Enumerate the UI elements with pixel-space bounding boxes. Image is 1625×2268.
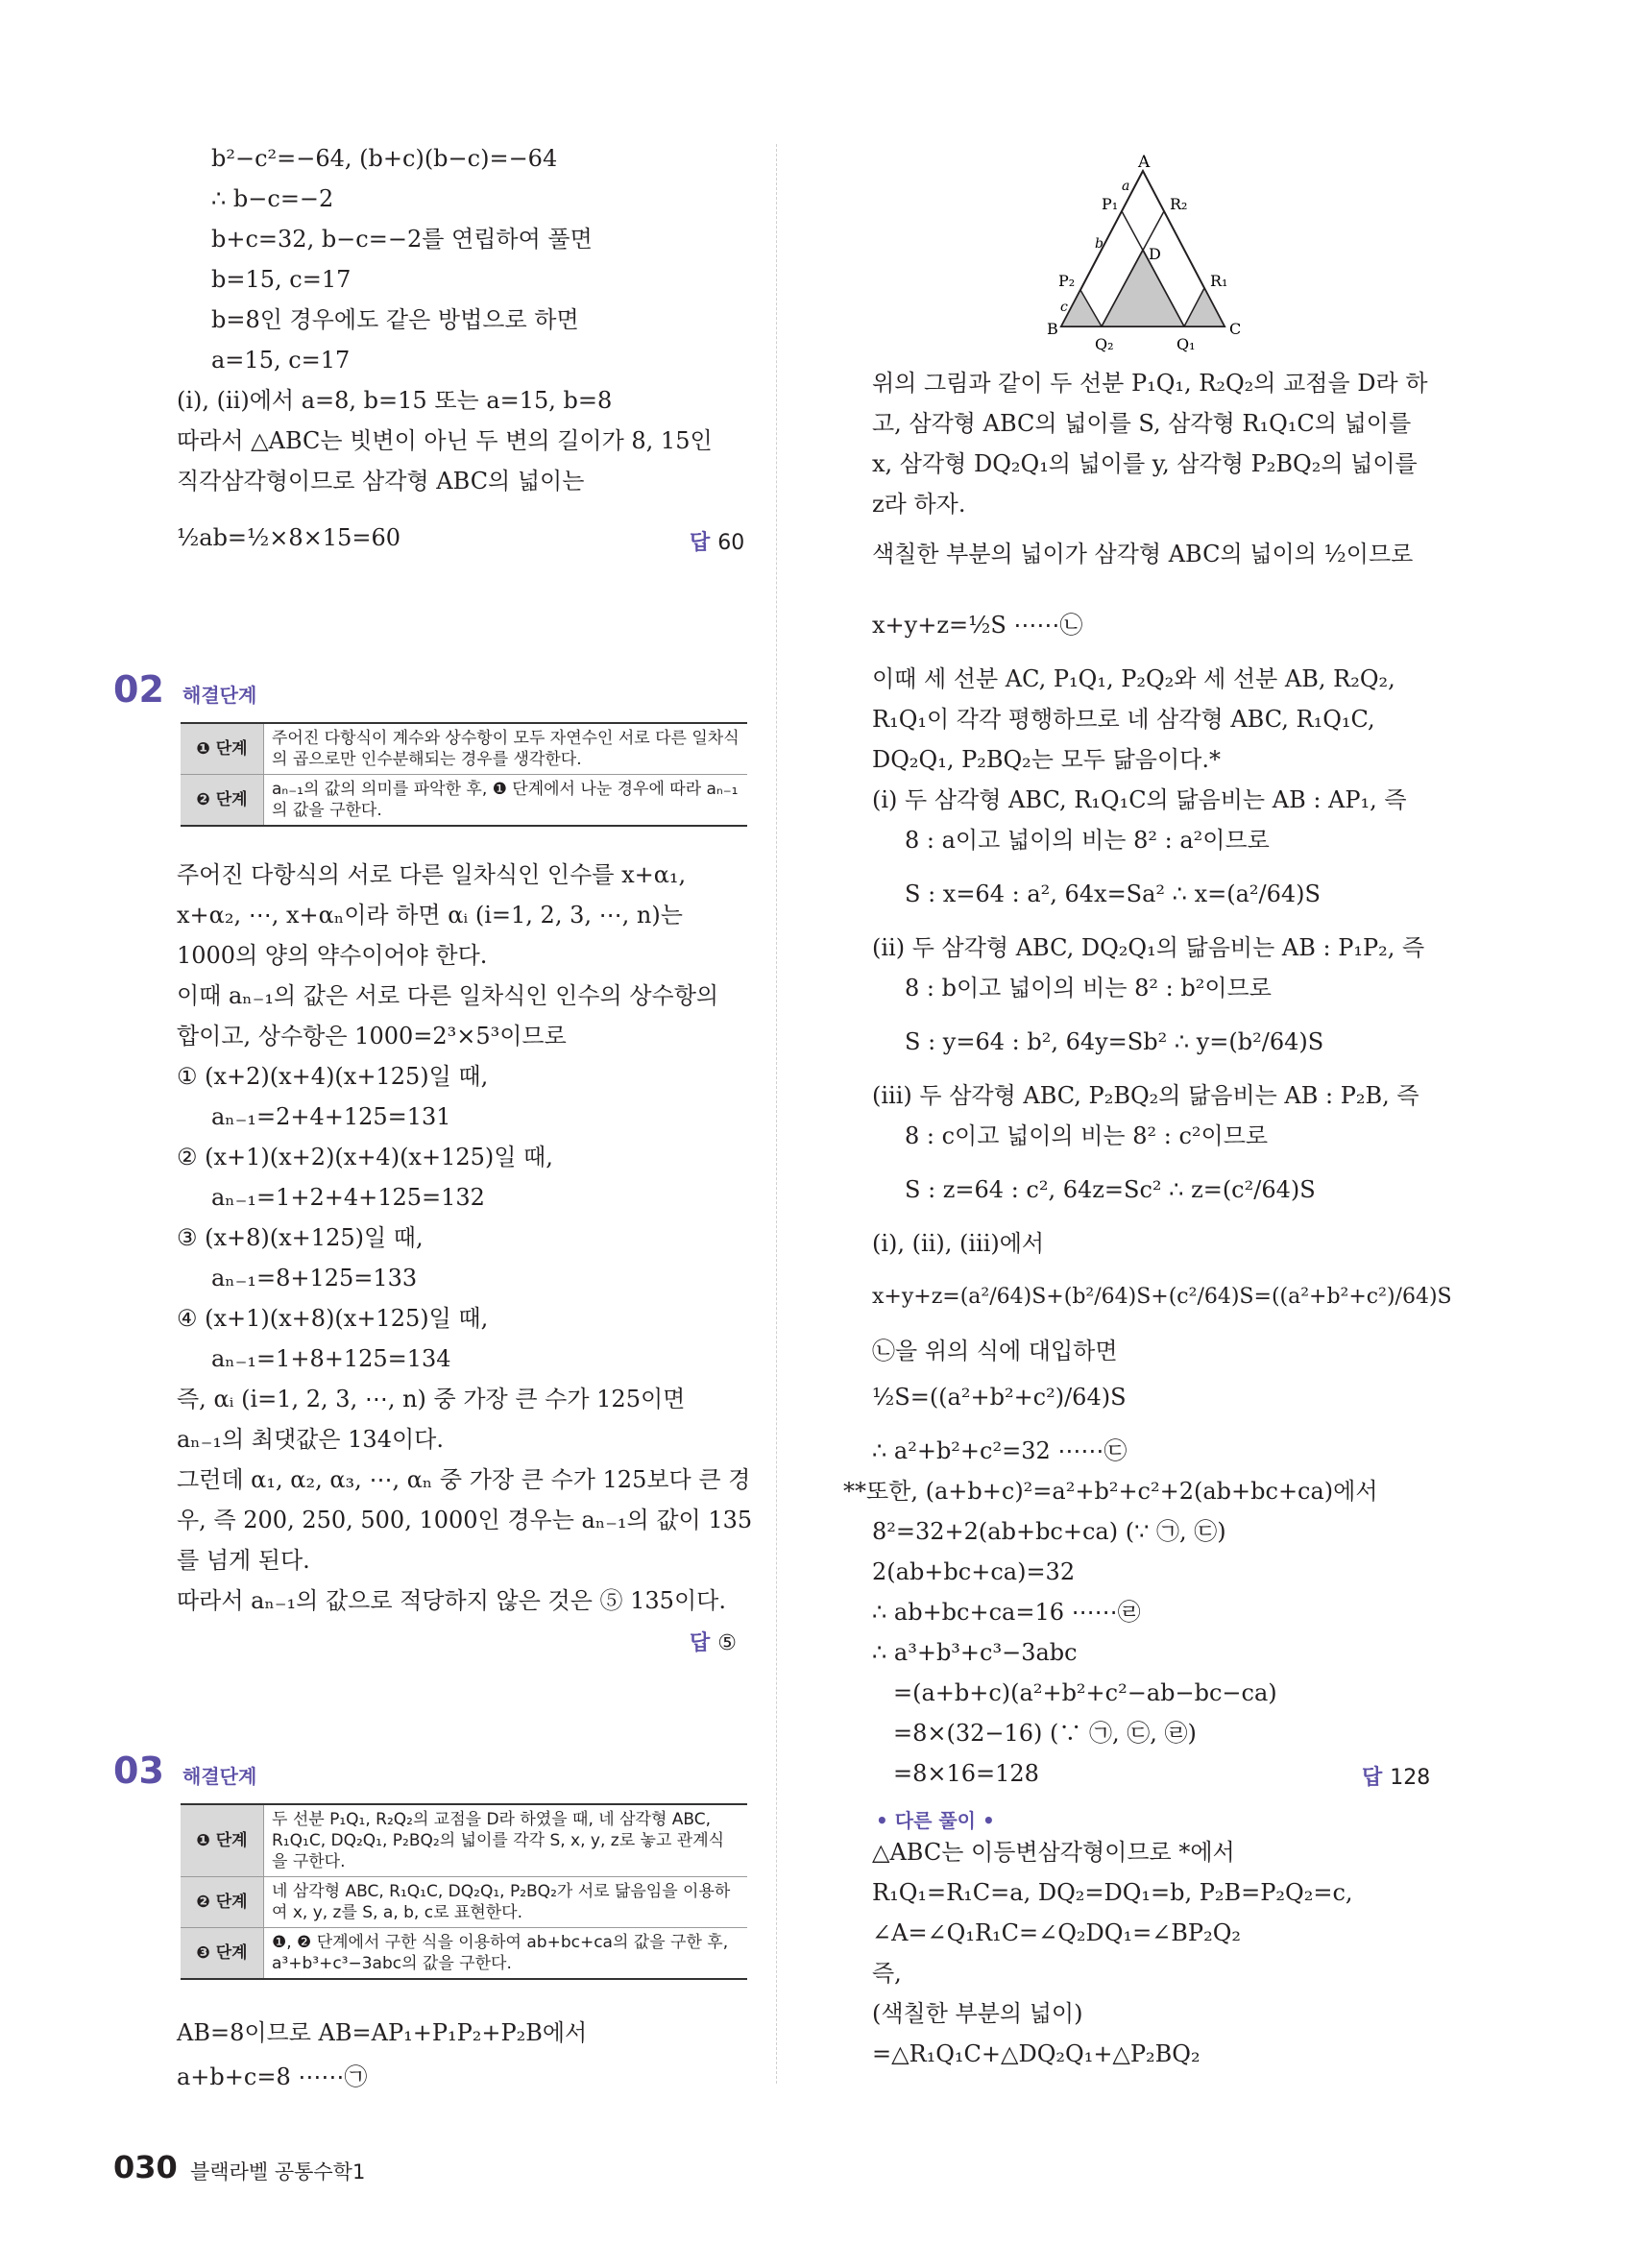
book-title: 블랙라벨 공통수학1 bbox=[190, 2160, 366, 2184]
text-line: 즉, αᵢ (i=1, 2, 3, ⋯, n) 중 가장 큰 수가 125이면 bbox=[177, 1386, 686, 1412]
text-line: 즉, bbox=[872, 1960, 902, 1987]
section-number: 03 bbox=[113, 1749, 164, 1792]
text-line: (ⅰ) 두 삼각형 ABC, R₁Q₁C의 닮음비는 AB : AP₁, 즉 bbox=[872, 786, 1407, 813]
text-line: 이때 aₙ₋₁의 값은 서로 다른 일차식인 인수의 상수항의 bbox=[177, 982, 719, 1009]
figure-label: B bbox=[1047, 320, 1058, 338]
text-line: b²−c²=−64, (b+c)(b−c)=−64 bbox=[211, 145, 558, 172]
steps-table bbox=[181, 1803, 747, 1980]
answer-value: ⑤ bbox=[717, 1631, 737, 1655]
section-label: 해결단계 bbox=[182, 1765, 257, 1788]
step-text: 두 선분 P₁Q₁, R₂Q₂의 교점을 D라 하였을 때, 네 삼각형 ABC, R₁Q₁C, DQ₂Q₁, P₂BQ₂의 넓이를 각각 S, x, y, z로 놓고 관계식을 구한다. bbox=[264, 1804, 748, 1877]
text-line: 따라서 △ABC는 빗변이 아닌 두 변의 길이가 8, 15인 bbox=[177, 427, 713, 454]
step-row bbox=[181, 723, 747, 775]
text-line: ∴ b−c=−2 bbox=[211, 185, 334, 212]
step-row bbox=[181, 775, 747, 827]
answer-value: 60 bbox=[717, 531, 745, 555]
step-stage: ❶ 단계 bbox=[181, 723, 264, 775]
text-line: 8 : a이고 넓이의 비는 8² : a²이므로 bbox=[905, 827, 1270, 854]
text-line: =8×16=128 bbox=[893, 1760, 1039, 1787]
text-line: =(a+b+c)(a²+b²+c²−ab−bc−ca) bbox=[893, 1679, 1277, 1706]
answer-badge bbox=[690, 526, 744, 556]
answer-label: 답 bbox=[690, 531, 711, 555]
text-line: 를 넘게 된다. bbox=[177, 1547, 310, 1574]
step-text: aₙ₋₁의 값의 의미를 파악한 후, ❶ 단계에서 나눈 경우에 따라 aₙ₋₁의 값을 구한다. bbox=[264, 775, 748, 827]
step-text: ❶, ❷ 단계에서 구한 식을 이용하여 ab+bc+ca의 값을 구한 후, a³+b³+c³−3abc의 값을 구한다. bbox=[264, 1928, 748, 1980]
figure-label: P₂ bbox=[1058, 272, 1076, 290]
text-line: ④ (x+1)(x+8)(x+125)일 때, bbox=[177, 1305, 489, 1332]
text-line: 1000의 양의 약수이어야 한다. bbox=[177, 942, 488, 969]
figure-label: C bbox=[1229, 320, 1242, 338]
answer-badge bbox=[1362, 1761, 1430, 1791]
figure-label: c bbox=[1060, 300, 1068, 315]
step-row bbox=[181, 1804, 747, 1877]
text-line: z라 하자. bbox=[872, 491, 966, 518]
shaded-triangle-d bbox=[1102, 250, 1184, 326]
text-line: ③ (x+8)(x+125)일 때, bbox=[177, 1224, 424, 1251]
text-line: a=15, c=17 bbox=[211, 347, 351, 374]
text-line: (ⅱ) 두 삼각형 ABC, DQ₂Q₁의 닮음비는 AB : P₁P₂, 즉 bbox=[872, 934, 1425, 961]
text-line: 8²=32+2(ab+bc+ca) (∵ ㉠, ㉢) bbox=[872, 1518, 1226, 1545]
text-line: S : y=64 : b², 64y=Sb² ∴ y=(b²/64)S bbox=[905, 1028, 1324, 1055]
text-line: 위의 그림과 같이 두 선분 P₁Q₁, R₂Q₂의 교점을 D라 하 bbox=[872, 370, 1428, 397]
text-line: 합이고, 상수항은 1000=2³×5³이므로 bbox=[177, 1023, 567, 1050]
figure-label: P₁ bbox=[1102, 195, 1119, 213]
text-line: 2(ab+bc+ca)=32 bbox=[872, 1558, 1076, 1585]
figure-label: R₁ bbox=[1210, 272, 1228, 290]
column-divider bbox=[776, 144, 777, 2084]
text-line: 우, 즉 200, 250, 500, 1000인 경우는 aₙ₋₁의 값이 135 bbox=[177, 1507, 753, 1533]
text-line: AB=8이므로 AB=AP₁+P₁P₂+P₂B에서 bbox=[177, 2019, 588, 2046]
step-row bbox=[181, 1928, 747, 1980]
text-line: 색칠한 부분의 넓이가 삼각형 ABC의 넓이의 ½이므로 bbox=[872, 541, 1414, 567]
answer-badge bbox=[690, 1627, 737, 1656]
text-line: DQ₂Q₁, P₂BQ₂는 모두 닮음이다.* bbox=[872, 746, 1221, 773]
text-line: x, 삼각형 DQ₂Q₁의 넓이를 y, 삼각형 P₂BQ₂의 넓이를 bbox=[872, 450, 1418, 477]
text-line: 그런데 α₁, α₂, α₃, ⋯, αₙ 중 가장 큰 수가 125보다 큰 경 bbox=[177, 1466, 751, 1493]
text-line: S : x=64 : a², 64x=Sa² ∴ x=(a²/64)S bbox=[905, 881, 1321, 907]
figure-label: a bbox=[1122, 179, 1130, 194]
figure-label: Q₂ bbox=[1095, 335, 1114, 353]
step-text: 주어진 다항식이 계수와 상수항이 모두 자연수인 서로 다른 일차식의 곱으로만 인수분해되는 경우를 생각한다. bbox=[264, 723, 748, 775]
page-number: 030 bbox=[113, 2149, 178, 2185]
text-line: ∴ a³+b³+c³−3abc bbox=[872, 1639, 1078, 1666]
text-line: b+c=32, b−c=−2를 연립하여 풀면 bbox=[211, 226, 593, 253]
text-line: x+y+z=(a²/64)S+(b²/64)S+(c²/64)S=((a²+b²+c²)/64)S bbox=[872, 1285, 1452, 1309]
text-line: 따라서 aₙ₋₁의 값으로 적당하지 않은 것은 ⑤ 135이다. bbox=[177, 1587, 726, 1614]
answer-label: 답 bbox=[1362, 1766, 1383, 1790]
figure-label: Q₁ bbox=[1176, 335, 1196, 353]
text-line: ½S=((a²+b²+c²)/64)S bbox=[872, 1384, 1127, 1411]
text-line: S : z=64 : c², 64z=Sc² ∴ z=(c²/64)S bbox=[905, 1176, 1316, 1203]
alt-solution-title: • 다른 풀이 • bbox=[876, 1809, 995, 1832]
text-line: **또한, (a+b+c)²=a²+b²+c²+2(ab+bc+ca)에서 bbox=[843, 1478, 1378, 1505]
text-line: =8×(32−16) (∵ ㉠, ㉢, ㉣) bbox=[893, 1720, 1197, 1747]
text-line: x+α₂, ⋯, x+αₙ이라 하면 αᵢ (i=1, 2, 3, ⋯, n)는 bbox=[177, 902, 683, 929]
text-line: R₁Q₁=R₁C=a, DQ₂=DQ₁=b, P₂B=P₂Q₂=c, bbox=[872, 1879, 1353, 1906]
text-line: 직각삼각형이므로 삼각형 ABC의 넓이는 bbox=[177, 468, 585, 495]
step-stage: ❶ 단계 bbox=[181, 1804, 264, 1877]
text-line: aₙ₋₁=2+4+125=131 bbox=[211, 1103, 451, 1130]
text-line: ∠A=∠Q₁R₁C=∠Q₂DQ₁=∠BP₂Q₂ bbox=[872, 1919, 1241, 1946]
figure-label: b bbox=[1095, 236, 1104, 252]
answer-label: 답 bbox=[690, 1631, 711, 1655]
text-line: 고, 삼각형 ABC의 넓이를 S, 삼각형 R₁Q₁C의 넓이를 bbox=[872, 410, 1412, 437]
text-line: ① (x+2)(x+4)(x+125)일 때, bbox=[177, 1063, 489, 1090]
text-line: △ABC는 이등변삼각형이므로 *에서 bbox=[872, 1839, 1235, 1866]
answer-value: 128 bbox=[1390, 1766, 1431, 1790]
section-label: 해결단계 bbox=[182, 684, 257, 707]
text-line: ㉡을 위의 식에 대입하면 bbox=[872, 1338, 1118, 1364]
text-line: aₙ₋₁=8+125=133 bbox=[211, 1265, 418, 1291]
figure-label: A bbox=[1138, 153, 1151, 172]
text-line: aₙ₋₁의 최댓값은 134이다. bbox=[177, 1426, 444, 1453]
text-line: (ⅰ), (ⅱ), (ⅲ)에서 bbox=[872, 1230, 1045, 1257]
figure-label: D bbox=[1149, 245, 1161, 263]
text-line: R₁Q₁이 각각 평행하므로 네 삼각형 ABC, R₁Q₁C, bbox=[872, 706, 1375, 733]
step-stage: ❷ 단계 bbox=[181, 1877, 264, 1928]
text-line: 주어진 다항식의 서로 다른 일차식인 인수를 x+α₁, bbox=[177, 861, 687, 888]
text-line: x+y+z=½S ⋯⋯㉡ bbox=[872, 612, 1083, 639]
figure-label: R₂ bbox=[1170, 195, 1188, 213]
step-stage: ❷ 단계 bbox=[181, 775, 264, 827]
step-text: 네 삼각형 ABC, R₁Q₁C, DQ₂Q₁, P₂BQ₂가 서로 닮음임을 이용하여 x, y, z를 S, a, b, c로 표현한다. bbox=[264, 1877, 748, 1928]
text-line: 8 : c이고 넓이의 비는 8² : c²이므로 bbox=[905, 1122, 1269, 1149]
text-line: ½ab=½×8×15=60 bbox=[177, 524, 400, 551]
text-line: ∴ a²+b²+c²=32 ⋯⋯㉢ bbox=[872, 1437, 1128, 1464]
shaded-triangle-r1 bbox=[1184, 288, 1225, 326]
text-line: aₙ₋₁=1+8+125=134 bbox=[211, 1345, 451, 1372]
triangle-figure bbox=[1047, 144, 1268, 360]
step-stage: ❸ 단계 bbox=[181, 1928, 264, 1980]
text-line: a+b+c=8 ⋯⋯㉠ bbox=[177, 2063, 368, 2090]
text-line: b=15, c=17 bbox=[211, 266, 352, 293]
section-number: 02 bbox=[113, 668, 164, 711]
text-line: ∴ ab+bc+ca=16 ⋯⋯㉣ bbox=[872, 1599, 1141, 1626]
text-line: (색칠한 부분의 넓이) bbox=[872, 2000, 1083, 2027]
text-line: aₙ₋₁=1+2+4+125=132 bbox=[211, 1184, 485, 1211]
text-line: (ⅰ), (ⅱ)에서 a=8, b=15 또는 a=15, b=8 bbox=[177, 387, 613, 414]
text-line: 이때 세 선분 AC, P₁Q₁, P₂Q₂와 세 선분 AB, R₂Q₂, bbox=[872, 665, 1395, 692]
text-line: ② (x+1)(x+2)(x+4)(x+125)일 때, bbox=[177, 1144, 553, 1170]
text-line: 8 : b이고 넓이의 비는 8² : b²이므로 bbox=[905, 975, 1272, 1001]
text-line: b=8인 경우에도 같은 방법으로 하면 bbox=[211, 306, 579, 333]
text-line: (ⅲ) 두 삼각형 ABC, P₂BQ₂의 닮음비는 AB : P₂B, 즉 bbox=[872, 1082, 1419, 1109]
steps-table bbox=[181, 722, 747, 827]
step-row bbox=[181, 1877, 747, 1928]
text-line: =△R₁Q₁C+△DQ₂Q₁+△P₂BQ₂ bbox=[872, 2040, 1201, 2067]
